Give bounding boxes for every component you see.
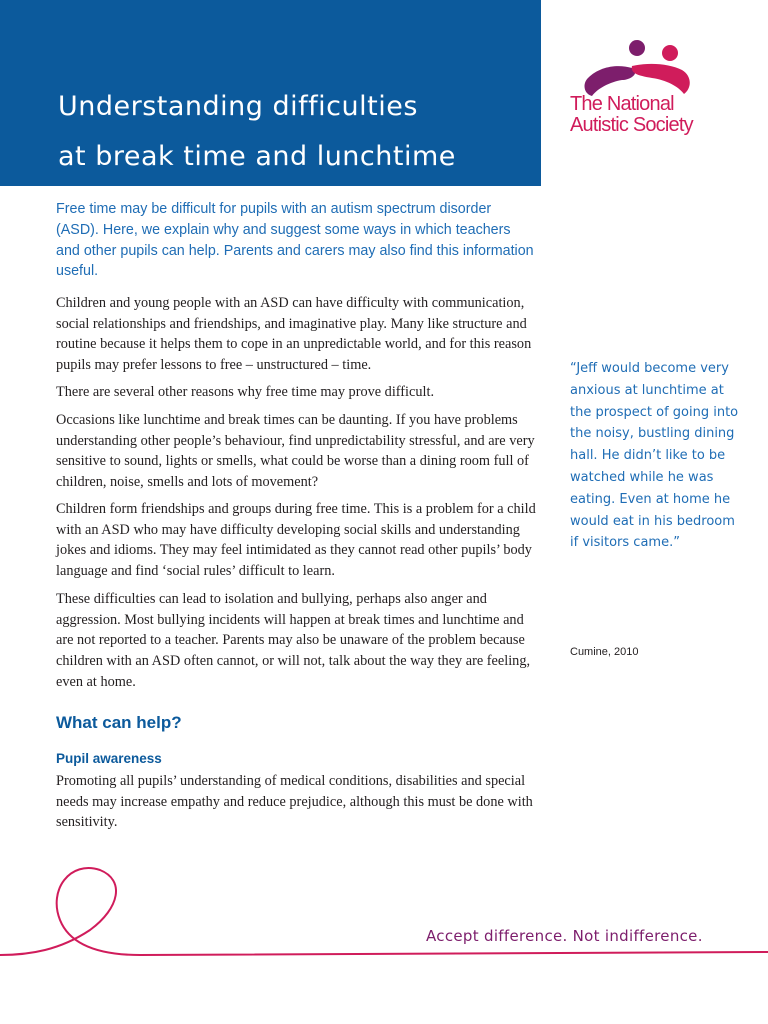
body-paragraph: Occasions like lunchtime and break times can be daunting. If you have problems understanding other people’s behaviour, find unpredictability stressful, and are very sensitive to sound, lights or smells, what could be worse than a dining room full of children, noise, smells and lots of movement?	[56, 412, 535, 491]
nas-logo-text	[570, 94, 693, 136]
page-title	[58, 82, 528, 182]
subheading: Pupil awareness	[56, 751, 162, 766]
tagline: Accept difference. Not indifference.	[426, 927, 703, 945]
body-paragraph: Children and young people with an ASD can have difficulty with communication, social relationships and friendships, and imaginative play. Many like structure and routine because it helps them to cope in an unpredictable world, and for this reason pupils may prefer lessons to free – unstructured – time.	[56, 295, 532, 374]
logo-line-1: The National	[570, 93, 674, 115]
pull-quote: “Jeff would become very anxious at lunchtime at the prospect of going into the noisy, bustling dining hall. He didn’t like to be watched while he was eating. Even at home he would eat in his bedroom if visitors came.”	[570, 361, 739, 551]
title-line-2: at break time and lunchtime	[58, 141, 456, 172]
section-heading: What can help?	[56, 713, 182, 732]
logo-line-2: Autistic Society	[570, 114, 693, 136]
intro-paragraph: Free time may be difficult for pupils with an autism spectrum disorder (ASD). Here, we explain why and suggest some ways in which teachers and other pupils can help. Parents and carers may also find this information useful.	[56, 201, 534, 280]
body-paragraph: There are several other reasons why free time may prove difficult.	[56, 384, 435, 400]
title-line-1: Understanding difficulties	[58, 91, 418, 122]
body-paragraph: Children form friendships and groups during free time. This is a problem for a child with an ASD who may have difficulty developing social skills and understanding jokes and idioms. They may feel intimidated as they cannot read other pupils’ body language and find ‘social rules’ difficult to learn.	[56, 501, 536, 580]
body-paragraph: These difficulties can lead to isolation and bullying, perhaps also anger and aggression. Most bullying incidents will happen at break times and lunchtime and are not reported to a teacher. Parents may also be unaware of the problem because children with an ASD often cannot, or will not, talk about the way they are feeling, even at home.	[56, 591, 531, 690]
ribbon-swirl-icon	[0, 860, 768, 970]
quote-citation: Cumine, 2010	[570, 646, 639, 658]
subheading-paragraph: Promoting all pupils’ understanding of medical conditions, disabilities and special needs may increase empathy and reduce prejudice, although this must be done with sensitivity.	[56, 773, 533, 831]
